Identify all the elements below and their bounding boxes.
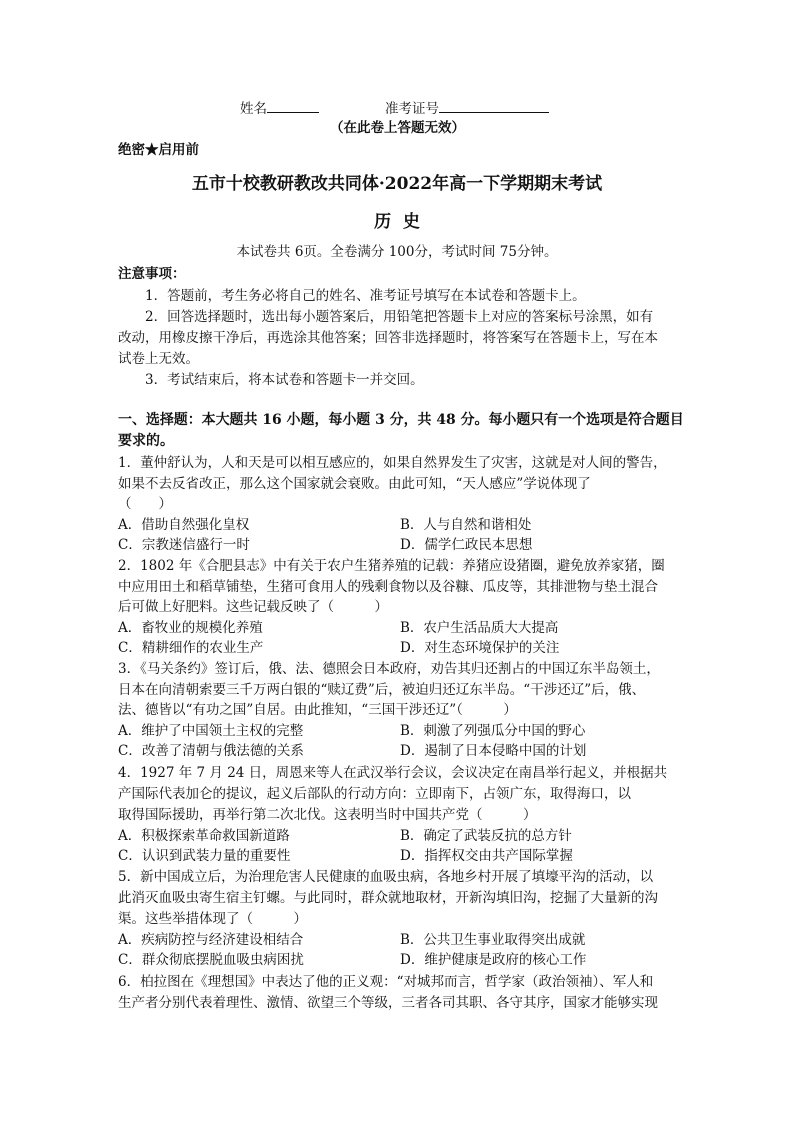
secret-mark: 绝密★启用前 bbox=[118, 142, 199, 158]
option-d: D．儒学仁政民本思想 bbox=[400, 537, 533, 553]
name-field bbox=[240, 98, 319, 119]
option-c: C．改善了清朝与俄法德的关系 bbox=[118, 743, 304, 759]
option-d: D．遏制了日本侵略中国的计划 bbox=[400, 743, 587, 759]
question-text: 如果不去反省改正，那么这个国家就会衰败。由此可知，“天人感应”学说体现了 bbox=[118, 476, 591, 492]
option-a: A．借助自然强化皇权 bbox=[118, 517, 250, 533]
option-a: A．疾病防控与经济建设相结合 bbox=[118, 932, 304, 948]
id-field bbox=[385, 98, 549, 119]
option-b: B．农户生活品质大大提高 bbox=[400, 620, 559, 636]
option-b: B．刺激了列强瓜分中国的野心 bbox=[400, 723, 586, 739]
option-d: D．维护健康是政府的核心工作 bbox=[400, 952, 587, 968]
notice-heading: 注意事项： bbox=[118, 266, 186, 282]
section-heading: 一、选择题：本大题共 16 小题，每小题 3 分，共 48 分。每小题只有一个选项是符合题目 bbox=[118, 412, 684, 428]
question-text: 生产者分别代表着理性、激情、欲望三个等级，三者各司其职、各守其序，国家才能够实现 bbox=[118, 995, 658, 1011]
option-b: B．公共卫生事业取得突出成就 bbox=[400, 932, 586, 948]
option-b: B．确定了武装反抗的总方针 bbox=[400, 828, 572, 844]
section-heading: 要求的。 bbox=[118, 433, 174, 449]
notice-item: 3．考试结束后，将本试卷和答题卡一并交回。 bbox=[145, 372, 424, 388]
question-text: 产国际代表加仑的提议，起义后部队的行动方向：立即南下，占领广东，取得海口，以 bbox=[118, 786, 631, 802]
question-text: 3．《马关条约》签订后，俄、法、德照会日本政府，劝告其归还割占的中国辽东半岛领土， bbox=[118, 661, 660, 677]
id-label: 准考证号 bbox=[385, 101, 439, 117]
option-c: C．精耕细作的农业生产 bbox=[118, 640, 264, 656]
exam-title: 五市十校教研教改共同体·2022年高一下学期期末考试 bbox=[191, 174, 603, 194]
question-text: 渠。这些举措体现了（ ） bbox=[118, 911, 307, 927]
option-c: C．认识到武装力量的重要性 bbox=[118, 848, 291, 864]
question-text: 1．董仲舒认为，人和天是可以相互感应的，如果自然界发生了灾害，这就是对人间的警告， bbox=[118, 455, 667, 471]
question-text: 取得国际援助，再举行第二次北伐。这表明当时中国共产党（ ） bbox=[118, 807, 537, 823]
question-text: 此消灭血吸虫寄生宿主钉螺。与此同时，群众就地取材，开新沟填旧沟，挖掘了大量新的沟 bbox=[118, 890, 658, 906]
option-a: A．积极探索革命救国新道路 bbox=[118, 828, 290, 844]
question-text: 后可做上好肥料。这些记载反映了（ ） bbox=[118, 599, 388, 615]
name-blank bbox=[267, 98, 319, 113]
option-a: A．维护了中国领土主权的完整 bbox=[118, 723, 304, 739]
option-c: C．群众彻底摆脱血吸虫病困扰 bbox=[118, 952, 304, 968]
option-d: D．指挥权交由共产国际掌握 bbox=[400, 848, 573, 864]
invalid-note: （在此卷上答题无效） bbox=[330, 120, 465, 136]
question-text: 6．柏拉图在《理想国》中表达了他的正义观：“对城邦而言，哲学家（政治领袖）、军人和 bbox=[118, 974, 654, 990]
name-label: 姓名 bbox=[240, 101, 267, 117]
notice-item: 1．答题前，考生务必将自己的姓名、准考证号填写在本试卷和答题卡上。 bbox=[145, 288, 586, 304]
option-b: B．人与自然和谐相处 bbox=[400, 517, 532, 533]
option-a: A．畜牧业的规模化养殖 bbox=[118, 620, 263, 636]
question-text: （ ） bbox=[118, 496, 172, 512]
question-text: 2．1802 年《合肥县志》中有关于农户生猪养殖的记载：养猪应设猪圈，避免放养家猪，圈 bbox=[118, 558, 665, 574]
id-blank bbox=[439, 98, 549, 113]
exam-info: 本试卷共 6页。全卷满分 100分，考试时间 75分钟。 bbox=[236, 244, 558, 260]
question-text: 日本在向清朝索要三千万两白银的“赎辽费”后，被迫归还辽东半岛。“干涉还辽”后，俄、 bbox=[118, 682, 646, 698]
option-c: C．宗教迷信盛行一时 bbox=[118, 537, 250, 553]
notice-item: 2．回答选择题时，选出每小题答案后，用铅笔把答题卡上对应的答案标号涂黑，如有 bbox=[145, 309, 654, 325]
question-text: 中应用田土和稻草铺垫，生猪可食用人的残剩食物以及谷糠、瓜皮等，其排泄物与垫土混合 bbox=[118, 579, 658, 595]
question-text: 5．新中国成立后，为治理危害人民健康的血吸虫病，各地乡村开展了填壕平沟的活动，以 bbox=[118, 869, 654, 885]
notice-item: 试卷上无效。 bbox=[118, 351, 199, 367]
question-text: 法、德皆以“有功之国”自居。由此推知，“三国干涉还辽”（ ） bbox=[118, 702, 517, 718]
subject-title: 历 史 bbox=[374, 212, 420, 232]
question-text: 4．1927 年 7 月 24 日，周恩来等人在武汉举行会议，会议决定在南昌举行起义，并根据共 bbox=[118, 765, 668, 781]
option-d: D．对生态环境保护的关注 bbox=[400, 640, 560, 656]
notice-item: 改动，用橡皮擦干净后，再选涂其他答案；回答非选择题时，将答案写在答题卡上，写在本 bbox=[118, 330, 658, 346]
